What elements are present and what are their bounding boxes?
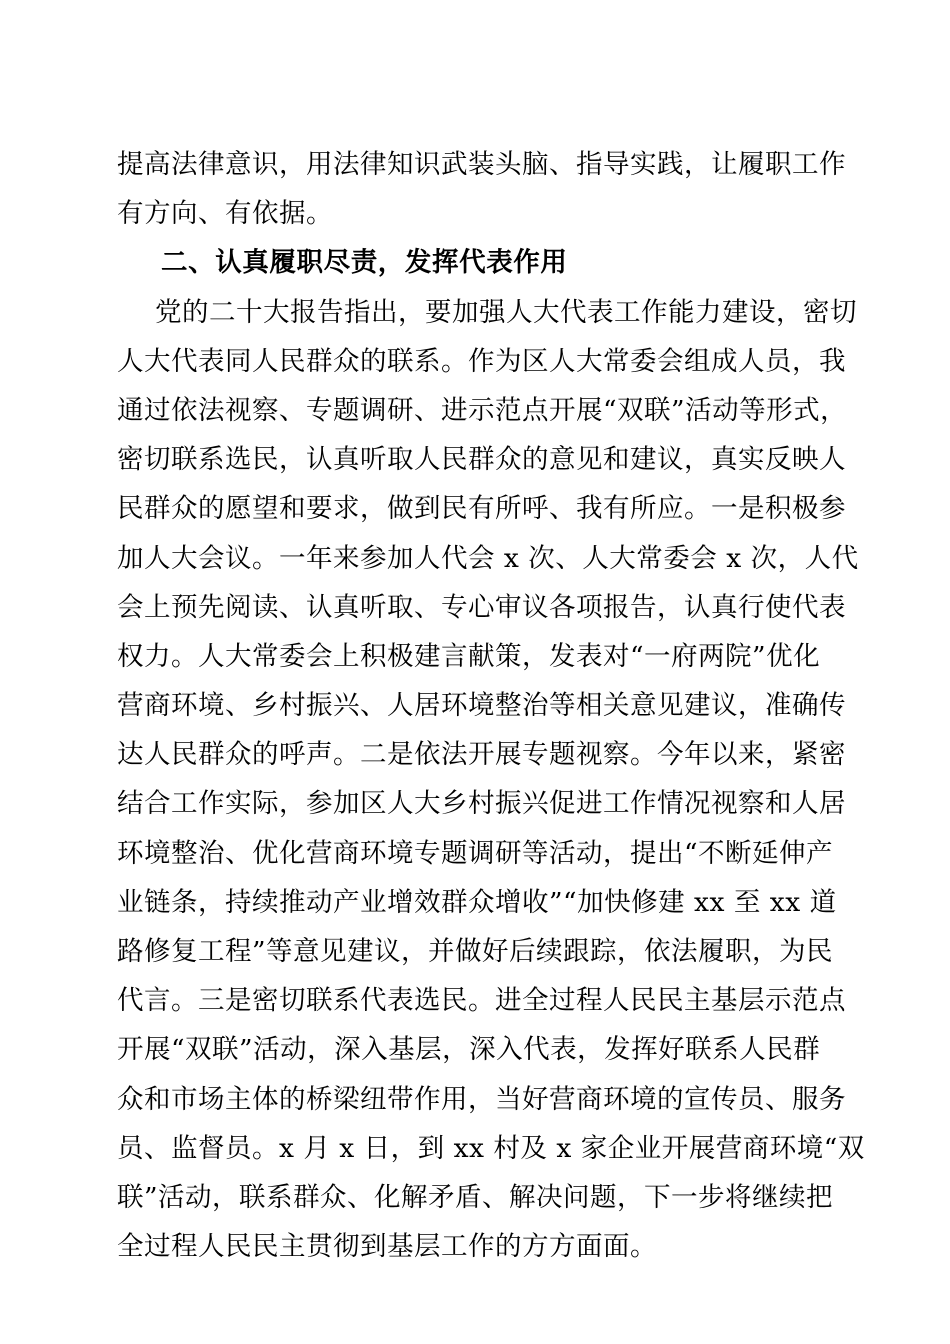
section-heading: 二、认真履职尽责，发挥代表作用 [161, 247, 568, 279]
text-line: 开展“双联”活动，深入基层，深入代表，发挥好联系人民群 [117, 1034, 821, 1066]
text-line: 全过程人民民主贯彻到基层工作的方方面面。 [117, 1231, 657, 1263]
paragraph-continued [117, 140, 846, 238]
text-line: 营商环境、乡村振兴、人居环境整治等相关意见建议，准确传 [117, 690, 846, 722]
text-line: 联”活动，联系群众、化解矛盾、解决问题，下一步将继续把 [117, 1181, 834, 1213]
text-line: 加人大会议。一年来参加人代会 x 次、人大常委会 x 次，人代 [117, 542, 859, 574]
text-line: 员、监督员。x 月 x 日，到 xx 村及 x 家企业开展营商环境“双 [117, 1132, 865, 1164]
text-line: 通过依法视察、专题调研、进示范点开展“双联”活动等形式， [117, 394, 848, 426]
text-line: 代言。三是密切联系代表选民。进全过程人民民主基层示范点 [117, 985, 846, 1017]
text-line: 环境整治、优化营商环境专题调研等活动，提出“不断延伸产 [117, 837, 834, 869]
text-line: 有方向、有依据。 [117, 198, 333, 230]
text-line: 众和市场主体的桥梁纽带作用，当好营商环境的宣传员、服务 [117, 1083, 846, 1115]
text-line: 人大代表同人民群众的联系。作为区人大常委会组成人员，我 [117, 345, 846, 377]
text-line: 民群众的愿望和要求，做到民有所呼、我有所应。一是积极参 [117, 493, 846, 525]
paragraph-body [117, 288, 865, 1272]
text-line: 业链条，持续推动产业增效群众增收”“加快修建 xx 至 xx 道 [117, 886, 837, 918]
text-line: 结合工作实际，参加区人大乡村振兴促进工作情况视察和人居 [117, 788, 846, 820]
text-line-first: 党的二十大报告指出，要加强人大代表工作能力建设，密切 [155, 296, 857, 328]
text-line: 会上预先阅读、认真听取、专心审议各项报告，认真行使代表 [117, 591, 846, 623]
document-body [117, 140, 865, 1271]
text-line: 达人民群众的呼声。二是依法开展专题视察。今年以来，紧密 [117, 739, 846, 771]
text-line: 密切联系选民，认真听取人民群众的意见和建议，真实反映人 [117, 444, 846, 476]
text-line: 权力。人大常委会上积极建言献策，发表对“一府两院”优化 [117, 640, 821, 672]
text-line: 提高法律意识，用法律知识武装头脑、指导实践，让履职工作 [117, 149, 846, 180]
text-line: 路修复工程”等意见建议，并做好后续跟踪，依法履职，为民 [117, 936, 834, 967]
